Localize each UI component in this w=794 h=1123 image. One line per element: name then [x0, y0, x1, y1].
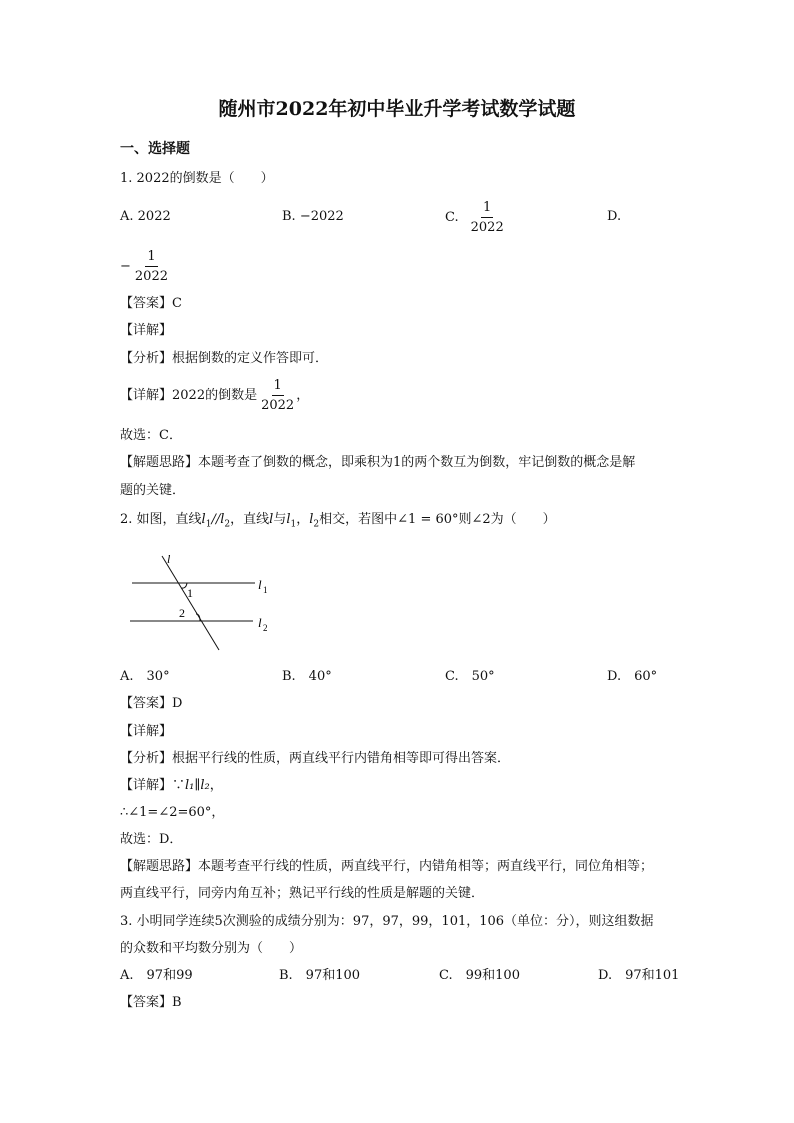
q2-stem — [120, 513, 556, 530]
q3-answer: 【答案】B — [120, 995, 182, 1010]
q2-line-l1: l — [286, 512, 291, 527]
q1-analysis: 【分析】根据倒数的定义作答即可． — [120, 351, 329, 366]
q1-idea-line2: 题的关键． — [120, 483, 186, 498]
fraction-numerator: 1 — [272, 379, 284, 396]
angle1-label: 1 — [187, 586, 193, 600]
q1-idea-line1: 【解题思路】本题考查了倒数的概念，即乘积为1的两个数互为倒数，牢记倒数的概念是解 — [120, 455, 636, 470]
q2-detail — [120, 779, 223, 792]
fraction-numerator: 1 — [481, 201, 493, 218]
label-l1-sub: 1 — [263, 585, 268, 595]
fraction-numerator: 1 — [145, 250, 157, 267]
q2-option-d: D. 60° — [607, 669, 658, 684]
q2-stem-text: 与 — [273, 512, 287, 527]
page-title: 随州市2022年初中毕业升学考试数学试题 — [218, 98, 576, 120]
fraction-denominator: 2022 — [470, 220, 504, 235]
q2-stem-text: 相交，若图中∠1 = 60°则∠2为（ ） — [319, 512, 556, 527]
parallel-symbol: // — [211, 512, 221, 527]
label-l2-sub: 2 — [263, 623, 268, 633]
q3-stem-line2: 的众数和平均数分别为（ ） — [120, 941, 303, 956]
subscript: 2 — [313, 519, 320, 530]
q1-detail-fraction — [259, 379, 296, 412]
q2-answer: 【答案】D — [120, 696, 183, 711]
q2-analysis: 【分析】根据平行线的性质，两直线平行内错角相等即可得出答案． — [120, 751, 511, 766]
q2-stem-text: ， — [296, 512, 310, 527]
q2-detail-heading: 【详解】 — [120, 724, 173, 739]
q2-therefore: ∴∠1=∠2=60°， — [120, 805, 225, 820]
q2-stem-text: 2. 如图，直线 — [120, 512, 202, 527]
q1-option-c-label: C. — [445, 210, 459, 225]
label-l: l — [167, 552, 171, 566]
fraction-denominator: 2022 — [261, 398, 295, 413]
q1-option-c-fraction — [469, 201, 506, 234]
subscript: 1 — [205, 519, 212, 530]
q3-option-c: C. 99和100 — [439, 968, 520, 983]
q2-stem-text: ，直线 — [230, 512, 270, 527]
q2-detail-expression: l₁∥l₂ — [185, 778, 210, 793]
q2-option-b: B. 40° — [282, 669, 332, 684]
q3-option-b: B. 97和100 — [279, 968, 361, 983]
label-l2: l — [258, 615, 262, 630]
angle2-arc — [196, 614, 200, 621]
q1-detail-text: 【详解】2022的倒数是 — [120, 388, 258, 403]
section-heading: 一、选择题 — [120, 141, 190, 157]
q3-option-d: D. 97和101 — [598, 968, 680, 983]
q1-conclusion: 故选：C． — [120, 428, 182, 443]
q2-detail-text: 【详解】∵ — [120, 778, 186, 793]
q1-option-d-value — [120, 250, 170, 283]
q1-option-d-label: D. — [607, 209, 622, 224]
q2-line-l2: l — [220, 512, 225, 527]
q2-detail-comma: ， — [209, 778, 223, 793]
q2-idea-line2: 两直线平行，同旁内角互补；熟记平行线的性质是解题的关键． — [120, 886, 485, 901]
q2-line-l: l — [269, 512, 274, 527]
q2-option-c: C. 50° — [445, 669, 495, 684]
q2-option-a: A. 30° — [120, 669, 170, 684]
q2-idea-line1: 【解题思路】本题考查平行线的性质，两直线平行，内错角相等；两直线平行，同位角相等； — [120, 859, 654, 874]
subscript: 1 — [290, 519, 297, 530]
q1-detail-heading: 【详解】 — [120, 323, 173, 338]
minus-sign: − — [120, 259, 131, 274]
transversal-line — [162, 556, 219, 650]
q1-option-a: A. 2022 — [120, 209, 171, 224]
angle2-label: 2 — [179, 606, 185, 620]
q1-option-d-fraction — [133, 250, 170, 283]
label-l1: l — [258, 577, 262, 592]
q1-detail — [120, 379, 309, 412]
q3-stem-line1: 3. 小明同学连续5次测验的成绩分别为：97，97，99，101，106（单位：分），则这组数据 — [120, 914, 654, 929]
q3-option-a: A. 97和99 — [120, 968, 193, 983]
q2-figure — [120, 548, 290, 658]
q2-conclusion: 故选：D． — [120, 832, 183, 847]
fraction-denominator: 2022 — [134, 269, 168, 284]
q2-line-l2: l — [309, 512, 314, 527]
q1-option-b: B. −2022 — [282, 209, 344, 224]
q1-stem: 1. 2022的倒数是（ ） — [120, 171, 274, 186]
subscript: 2 — [224, 519, 231, 530]
q1-detail-comma: ， — [296, 388, 310, 403]
q1-option-c — [445, 201, 506, 234]
q2-line-l1: l — [201, 512, 206, 527]
q1-answer: 【答案】C — [120, 296, 182, 311]
